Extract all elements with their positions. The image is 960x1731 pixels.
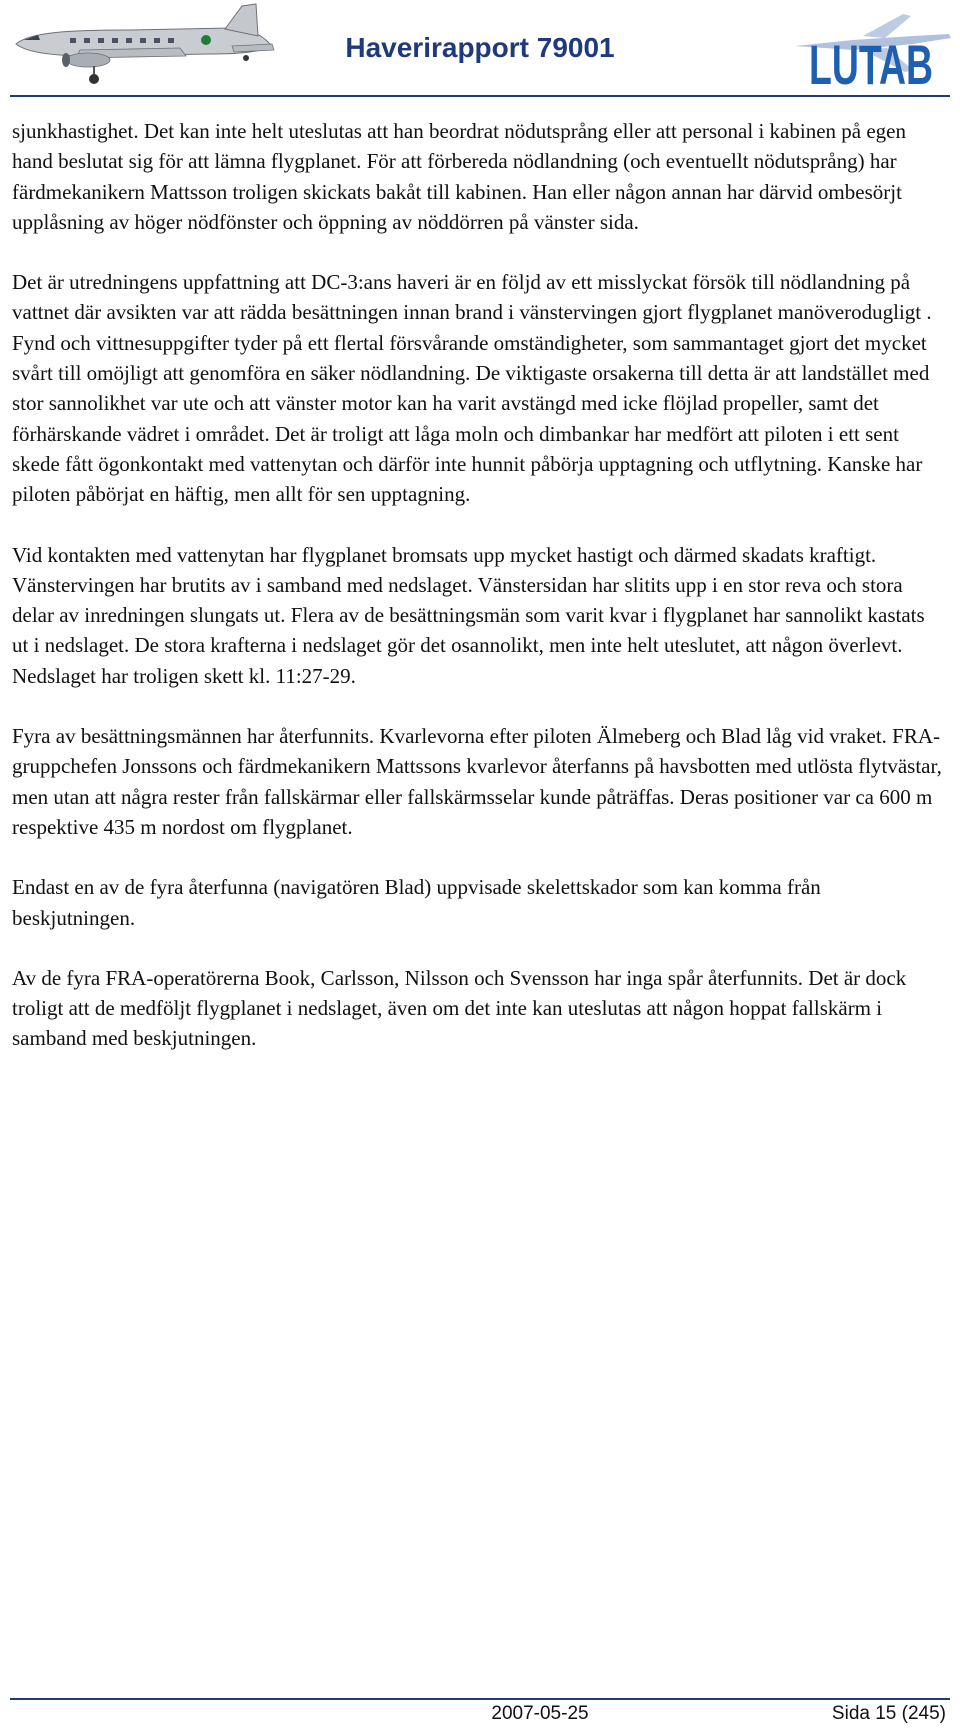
footer-page-number: Sida 15 (245) bbox=[831, 1703, 946, 1724]
paragraph: Av de fyra FRA-operatörerna Book, Carlsson, Nilsson och Svensson har inga spår återfunnits. Det är dock troligt att de medföljt flygplanet i nedslaget, även om det inte kan uteslutas att någon hoppat fallskärm i samband med beskjutningen. bbox=[12, 965, 907, 1051]
paragraph: Det är utredningens uppfattning att DC-3:ans haveri är en följd av ett misslyckat försök till nödlandning på vattnet där avsikten var att rädda besättningen innan brand i vänstervingen gjort flygplanet manöverodugligt . Fynd och vittnesuppgifter tyder på ett flertal försvårande omständigheter, som sammantaget gjort det mycket svårt till omöjligt att genomföra en säker nödlandning. De viktigaste orsakerna till detta är att landstället med stor sannolikhet var ute och att vänster motor kan ha varit avstängd med icke flöjlad propeller, samt det förhärskande vädret i området. Det är troligt att låga moln och dimbankar har medfört att piloten i ett sent skede fått ögonkontakt med vattenytan och därför inte hunnit påbörja upptagning och utflytning. Kanske har piloten påbörjat en häftig, men allt för sen upptagning. bbox=[12, 270, 932, 507]
header-divider bbox=[10, 95, 950, 97]
lutab-logo bbox=[793, 6, 953, 92]
footer-date: 2007-05-25 bbox=[491, 1703, 589, 1724]
paragraph: sjunkhastighet. Det kan inte helt uteslutas att han beordrat nödutsprång eller att personal i kabinen på egen hand beslutat sig för att lämna flygplanet. För att förbereda nödlandning (och eventuellt nödutsprång) har färdmekanikern Mattsson troligen skickats bakåt till kabinen. Han eller någon annan har därvid ombesörjt upplåsning av höger nödfönster och öppning av nöddörren på vänster sida. bbox=[12, 119, 906, 234]
footer-divider bbox=[10, 1698, 950, 1700]
document-title: Haverirapport 79001 bbox=[345, 32, 615, 63]
paragraph: Endast en av de fyra återfunna (navigatören Blad) uppvisade skelettskador som kan komma från beskjutningen. bbox=[12, 875, 821, 930]
paragraph: Fyra av besättningsmännen har återfunnits. Kvarlevorna efter piloten Älmeberg och Blad låg vid vraket. FRA-gruppchefen Jonssons och färdmekanikern Mattssons kvarlevor återfanns på havsbotten med utlösta flytvästar, men utan att några rester från fallskärmar eller fallskärmsselar kunde påträffas. Deras positioner var ca 600 m respektive 435 m nordost om flygplanet. bbox=[12, 724, 942, 839]
svg-text:LUTAB: LUTAB bbox=[809, 33, 933, 92]
page-header bbox=[0, 0, 960, 96]
report-body bbox=[12, 116, 942, 1084]
paragraph: Vid kontakten med vattenytan har flygplanet bromsats upp mycket hastigt och därmed skadats kraftigt. Vänstervingen har brutits av i samband med nedslaget. Vänstersidan har slitits upp i en stor reva och stora delar av inredningen slungats ut. Flera av de besättningsmän som varit kvar i flygplanet har sannolikt kastats ut i nedslaget. De stora krafterna i nedslaget gör det osannolikt, men inte helt uteslutet, att någon överlevt. Nedslaget har troligen skett kl. 11:27-29. bbox=[12, 542, 925, 688]
